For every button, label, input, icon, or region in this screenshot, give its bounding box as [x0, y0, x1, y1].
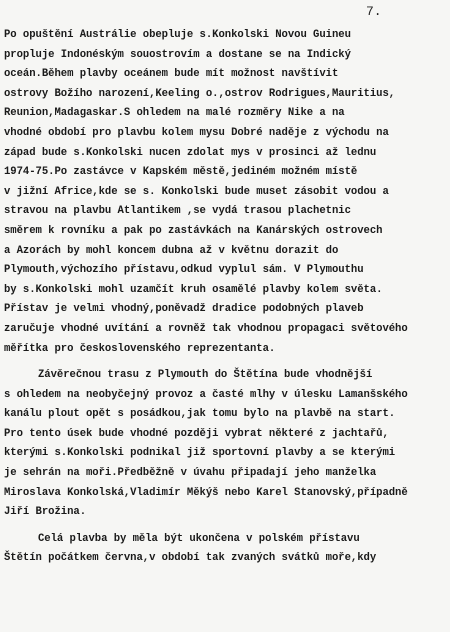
text-line: Přístav je velmi vhodný,poněvadž dradice podobných plaveb: [4, 303, 364, 316]
text-line: Závěrečnou trasu z Plymouth do Štětína bude vhodnější: [38, 369, 373, 382]
text-line: Po opuštění Austrálie obepluje s.Konkolski Novou Guineu: [4, 29, 351, 41]
text-line: kanálu plout opět s posádkou,jak tomu bylo na plavbě na start.: [4, 408, 396, 421]
text-line: směrem k rovníku a pak po zastávkách na Kanárských ostrovech: [4, 224, 383, 237]
text-line: 1974-75.Po zastávce v Kapském městě,jediném možném místě: [4, 166, 358, 179]
text-line: Jiří Brožina.: [4, 506, 86, 519]
text-line: Celá plavba by měla být ukončena v polském přístavu: [38, 532, 360, 545]
text-line: propluje Indonéským souostrovím a dostane se na Indický: [4, 48, 351, 61]
text-line: zaručuje vhodné uvítání a rovněž tak vhodnou propagaci světového: [4, 322, 408, 335]
document-body: [4, 26, 446, 569]
text-line: oceán.Během plavby oceánem bude mít možnost navštívit: [4, 68, 339, 81]
text-line: Plymouth,výchozího přístavu,odkud vyplul sám. V Plymouthu: [4, 264, 364, 277]
text-line: a Azorách by mohl koncem dubna až v květnu dorazit do: [4, 244, 339, 257]
text-line: Pro tento úsek bude vhodné později vybrat některé z jachtařů,: [4, 427, 389, 440]
page-number: 7.: [366, 4, 382, 19]
text-line: Reunion,Madagaskar.S ohledem na malé rozměry Nike a na: [4, 107, 345, 120]
text-line: je sehrán na moři.Předběžně v úvahu připadají jeho manželka: [4, 467, 377, 480]
text-line: ostrovy Božího narození,Keeling o.,ostrov Rodrigues,Mauritius,: [4, 87, 396, 100]
text-line: stravou na plavbu Atlantikem ,se vydá trasou plachetnic: [4, 205, 351, 218]
text-line: Štětín počátkem června,v období tak zvaných svátků moře,kdy: [4, 552, 377, 565]
text-line: v jižní Africe,kde se s. Konkolski bude muset zásobit vodou a: [4, 185, 389, 198]
text-line: by s.Konkolski mohl uzamčít kruh osamělé plavby kolem světa.: [4, 283, 383, 296]
text-line: vhodné období pro plavbu kolem mysu Dobré naděje z východu na: [4, 126, 389, 139]
text-line: s ohledem na neobyčejný provoz a časté mlhy v úlesku Lamanšského: [4, 388, 408, 401]
text-line: kterými s.Konkolski podnikal již sportovní plavby a se kterými: [4, 447, 396, 460]
text-line: západ bude s.Konkolski nucen zdolat mys v prosinci až lednu: [4, 146, 377, 159]
text-line: měřítka pro československého reprezentanta.: [4, 342, 276, 355]
text-line: Miroslava Konkolská,Vladimír Měkýš nebo Karel Stanovský,případně: [4, 486, 408, 499]
